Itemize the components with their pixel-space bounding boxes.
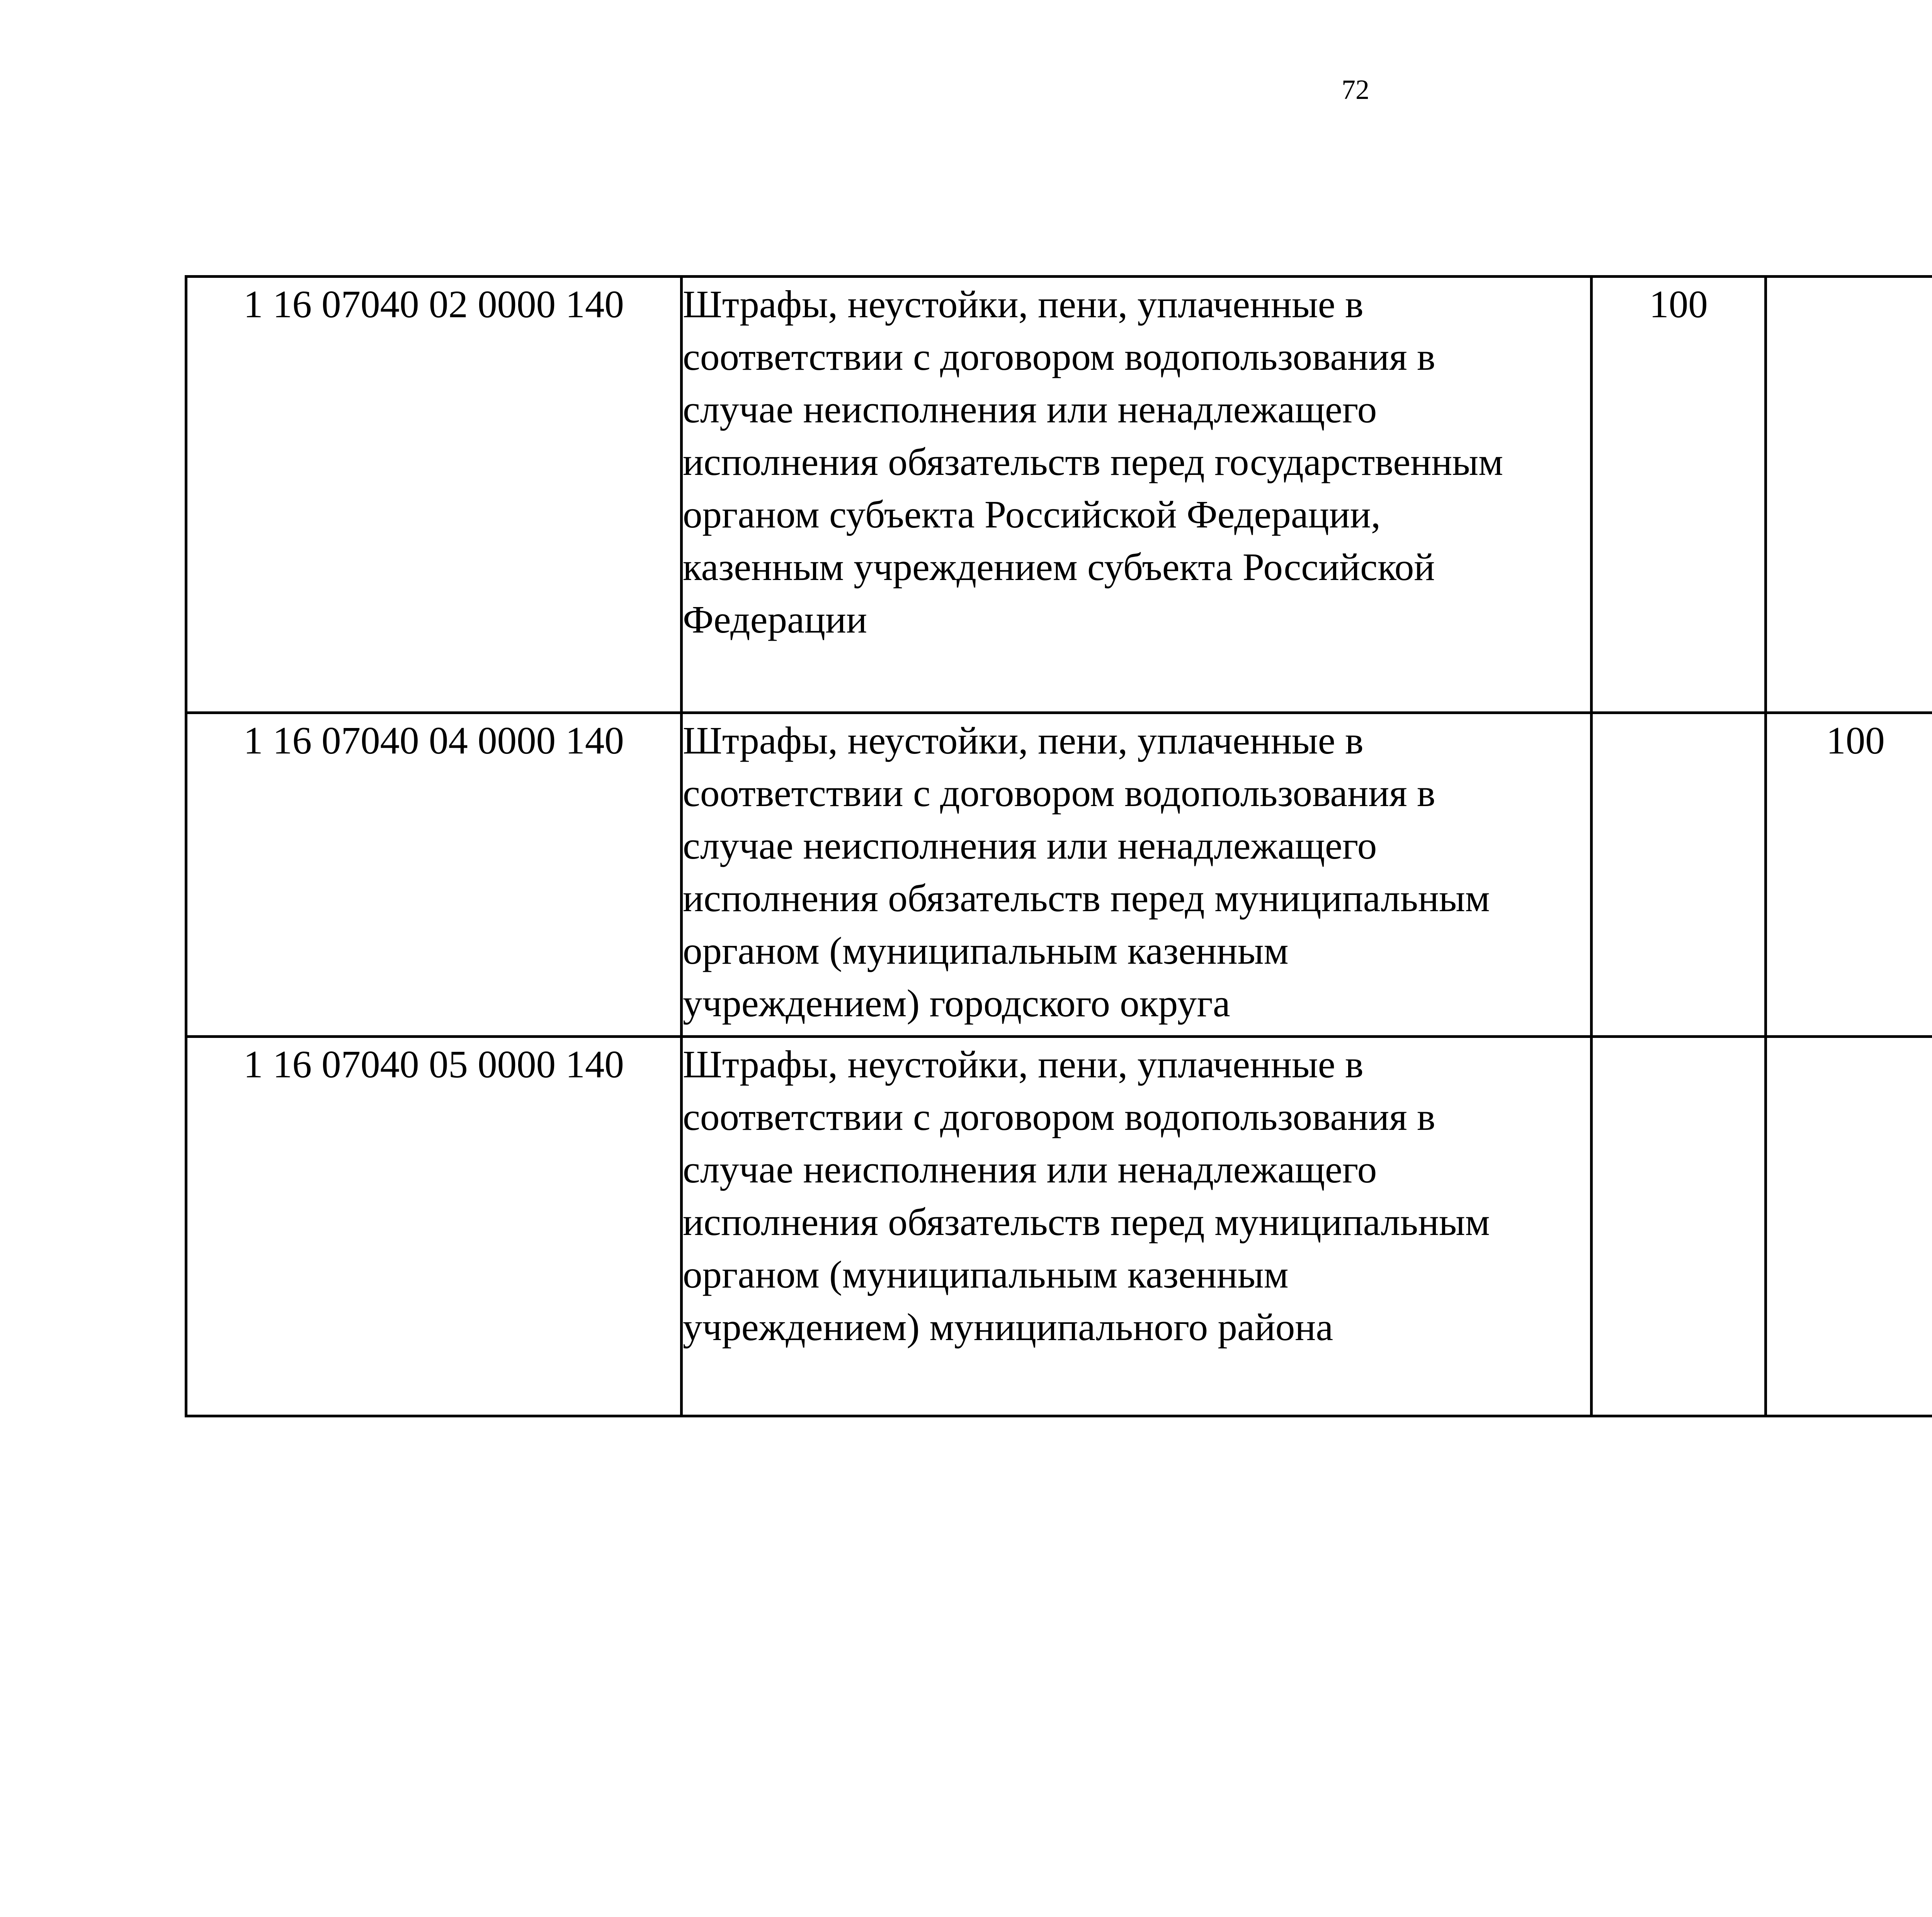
value-cell: 100 bbox=[1766, 713, 1932, 1037]
description-line: Федерации bbox=[683, 598, 867, 641]
description-line: Штрафы, неустойки, пени, уплаченные в bbox=[683, 1043, 1364, 1086]
budget-table bbox=[185, 275, 1932, 1417]
description-line: органом субъекта Российской Федерации, bbox=[683, 493, 1381, 536]
description-line: исполнения обязательств перед государственным bbox=[683, 440, 1503, 483]
description-line: органом (муниципальным казенным bbox=[683, 929, 1289, 972]
description-cell bbox=[682, 277, 1592, 713]
description-line: соответствии с договором водопользования в bbox=[683, 1095, 1435, 1138]
description-line: случае неисполнения или ненадлежащего bbox=[683, 1148, 1377, 1191]
description-line: исполнения обязательств перед муниципальным bbox=[683, 876, 1490, 920]
table-row bbox=[186, 277, 1932, 713]
description-line: органом (муниципальным казенным bbox=[683, 1253, 1289, 1296]
value-cell bbox=[1592, 1037, 1766, 1416]
value-cell bbox=[1592, 713, 1766, 1037]
value-cell: 100 bbox=[1592, 277, 1766, 713]
table-row bbox=[186, 1037, 1932, 1416]
description-cell bbox=[682, 713, 1592, 1037]
description-line: учреждением) муниципального района bbox=[683, 1305, 1333, 1349]
revenue-code-cell: 1 16 07040 04 0000 140 bbox=[186, 713, 682, 1037]
page-number: 72 bbox=[1342, 74, 1369, 105]
description-line: случае неисполнения или ненадлежащего bbox=[683, 824, 1377, 867]
revenue-code-cell: 1 16 07040 02 0000 140 bbox=[186, 277, 682, 713]
table-row bbox=[186, 713, 1932, 1037]
value-cell bbox=[1766, 1037, 1932, 1416]
description-line: учреждением) городского округа bbox=[683, 981, 1230, 1025]
value-cell bbox=[1766, 277, 1932, 713]
description-line: Штрафы, неустойки, пени, уплаченные в bbox=[683, 282, 1364, 326]
description-line: соответствии с договором водопользования в bbox=[683, 335, 1435, 378]
description-line: случае неисполнения или ненадлежащего bbox=[683, 388, 1377, 431]
description-line: соответствии с договором водопользования в bbox=[683, 771, 1435, 815]
revenue-code-cell: 1 16 07040 05 0000 140 bbox=[186, 1037, 682, 1416]
description-cell bbox=[682, 1037, 1592, 1416]
description-line: Штрафы, неустойки, пени, уплаченные в bbox=[683, 719, 1364, 762]
description-line: казенным учреждением субъекта Российской bbox=[683, 545, 1435, 589]
description-line: исполнения обязательств перед муниципальным bbox=[683, 1200, 1490, 1243]
